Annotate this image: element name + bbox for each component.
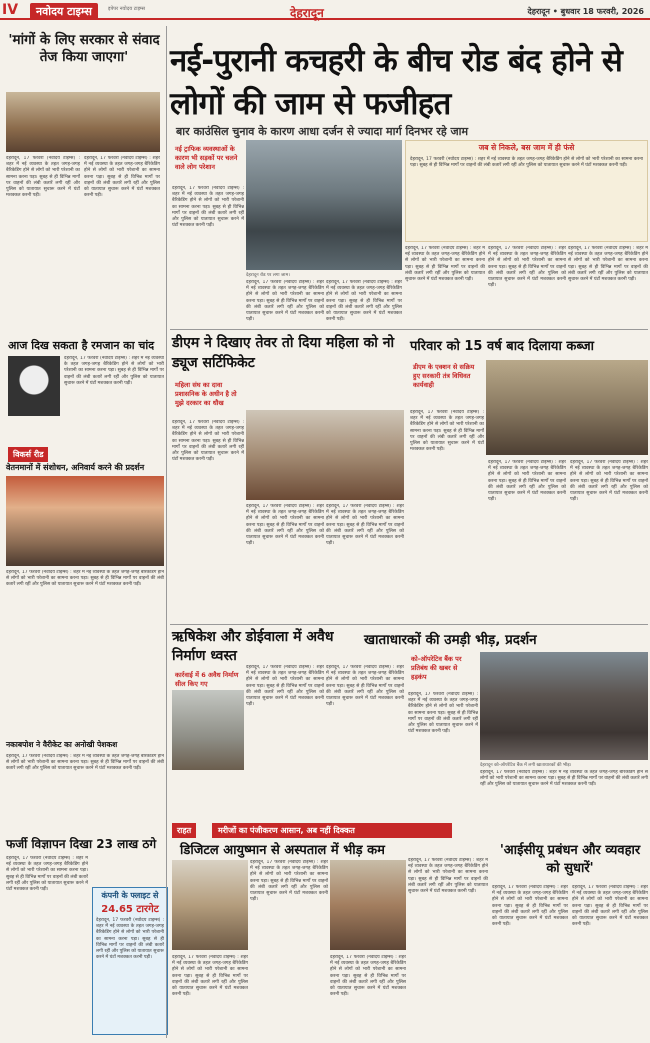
digital-body-2: देहरादून, 17 फरवरी (नवोदय टाइम्स) : शहर में नई व्यवस्था के तहत जगह-जगह बैरिकेडिंग होने से लोगों को भारी परेशानी का सामना करना पड़ा। सुबह से ही विभिन्न मार्गों पर वाहनों की लंबी कतारें लगी रहीं और पुलिस को यातायात सुचारू करने में घंटों मशक्कत करनी पड़ी।: [172, 955, 248, 998]
fraud-headline: फर्जी विज्ञापन दिखा 23 लाख ठगे: [6, 837, 157, 851]
ramzan-body: देहरादून, 17 फरवरी (नवोदय टाइम्स) : शहर में नई व्यवस्था के तहत जगह-जगह बैरिकेडिंग होने से लोगों को भारी परेशानी का सामना करना पड़ा। सुबह से ही विभिन्न मार्गों पर वाहनों की लंबी कतारें लगी रहीं और पुलिस को यातायात सुचारू करने में घंटों मशक्कत करनी पड़ी।: [64, 356, 164, 386]
family-body: देहरादून, 17 फरवरी (नवोदय टाइम्स) : शहर में नई व्यवस्था के तहत जगह-जगह बैरिकेडिंग होने से लोगों को भारी परेशानी का सामना करना पड़ा। सुबह से ही विभिन्न मार्गों पर वाहनों की लंबी कतारें लगी रहीं और पुलिस को यातायात सुचारू करने में घंटों मशक्कत करनी पड़ी।: [410, 410, 484, 453]
family-photo: [486, 360, 648, 455]
left-story-body: देहरादून, 17 फरवरी (नवोदय टाइम्स) : शहर में नई व्यवस्था के तहत जगह-जगह बैरिकेडिंग होने से लोगों को भारी परेशानी का सामना करना पड़ा। सुबह से ही विभिन्न मार्गों पर वाहनों की लंबी कतारें लगी रहीं और पुलिस को यातायात सुचारू करने में घंटों मशक्कत करनी पड़ी।: [6, 156, 80, 199]
digital-body-3: देहरादून, 17 फरवरी (नवोदय टाइम्स) : शहर में नई व्यवस्था के तहत जगह-जगह बैरिकेडिंग होने से लोगों को भारी परेशानी का सामना करना पड़ा। सुबह से ही विभिन्न मार्गों पर वाहनों की लंबी कतारें लगी रहीं और पुलिस को यातायात सुचारू करने में घंटों मशक्कत करनी पड़ी।: [330, 955, 406, 998]
main-story-body-1: देहरादून, 17 फरवरी (नवोदय टाइम्स) : शहर में नई व्यवस्था के तहत जगह-जगह बैरिकेडिंग होने से लोगों को भारी परेशानी का सामना करना पड़ा। सुबह से ही विभिन्न मार्गों पर वाहनों की लंबी कतारें लगी रहीं और पुलिस को यातायात सुचारू करने में घंटों मशक्कत करनी पड़ी।: [246, 280, 324, 323]
icu-headline: 'आईसीयू प्रबंधन और व्यवहार को सुधारें': [499, 843, 641, 876]
family-headline: परिवार को 15 वर्ष बाद दिलाया कब्जा: [410, 339, 595, 354]
demolition-photo: [172, 690, 244, 770]
side-red-headline: नई ट्राफिक व्यवस्थाओं के कारण भी सड़कों पर चलने वाले लोग परेशान: [175, 145, 238, 171]
ad-price: 24.65 टारगेट: [101, 904, 159, 915]
rahat-headline: मरीजों का पंजीकरण आसान, अब नहीं दिक्कत: [212, 823, 452, 838]
hospital-photo: [172, 860, 248, 950]
rahat-tag: राहत: [172, 823, 196, 838]
family-subhead: डीएम के एक्शन से सक्रिय हुए सरकारी तंत्र विधिवत कार्यवाही: [413, 363, 475, 389]
masthead: [0, 0, 650, 20]
traffic-photo-caption: देहरादून रोड पर लगा जाम।: [246, 273, 290, 278]
traffic-jam-photo: [246, 140, 402, 270]
info-box-body: देहरादून, 17 फरवरी (नवोदय टाइम्स) : शहर में नई व्यवस्था के तहत जगह-जगह बैरिकेडिंग होने से लोगों को भारी परेशानी का सामना करना पड़ा। सुबह से ही विभिन्न मार्गों पर वाहनों की लंबी कतारें लगी रहीं और पुलिस को यातायात सुचारू करने में घंटों मशक्कत करनी पड़ी।: [410, 157, 643, 169]
masthead-small-line: इपेपर नवोदय टाइम्स: [108, 6, 146, 12]
newspaper-logo: नवोदय टाइम्स: [30, 3, 98, 20]
page-number: IV: [2, 2, 19, 18]
family-body-2: देहरादून, 17 फरवरी (नवोदय टाइम्स) : शहर में नई व्यवस्था के तहत जगह-जगह बैरिकेडिंग होने से लोगों को भारी परेशानी का सामना करना पड़ा। सुबह से ही विभिन्न मार्गों पर वाहनों की लंबी कतारें लगी रहीं और पुलिस को यातायात सुचारू करने में घंटों मशक्कत करनी पड़ी।: [488, 460, 566, 503]
fraud-body: देहरादून, 17 फरवरी (नवोदय टाइम्स) : शहर में नई व्यवस्था के तहत जगह-जगह बैरिकेडिंग होने से लोगों को भारी परेशानी का सामना करना पड़ा। सुबह से ही विभिन्न मार्गों पर वाहनों की लंबी कतारें लगी रहीं और पुलिस को यातायात सुचारू करने में घंटों मशक्कत करनी पड़ी।: [6, 856, 88, 893]
certificate-photo: [246, 410, 404, 500]
main-story-body-2: देहरादून, 17 फरवरी (नवोदय टाइम्स) : शहर में नई व्यवस्था के तहत जगह-जगह बैरिकेडिंग होने से लोगों को भारी परेशानी का सामना करना पड़ा। सुबह से ही विभिन्न मार्गों पर वाहनों की लंबी कतारें लगी रहीं और पुलिस को यातायात सुचारू करने में घंटों मशक्कत करनी पड़ी।: [326, 280, 402, 323]
doctor-body-2: देहरादून, 17 फरवरी (नवोदय टाइम्स) : शहर में नई व्यवस्था के तहत जगह-जगह बैरिकेडिंग होने से लोगों को भारी परेशानी का सामना करना पड़ा। सुबह से ही विभिन्न मार्गों पर वाहनों की लंबी कतारें लगी रहीं और पुलिस को यातायात सुचारू करने में घंटों मशक्कत करनी पड़ी।: [246, 504, 324, 547]
horizontal-rule-2: [170, 624, 648, 625]
group-photo: [6, 92, 160, 152]
left-story4-headline: नकाबपोश ने वैरीकेट का अनोखी पेशकश: [6, 740, 118, 749]
main-deck: बार काउंसिल चुनाव के कारण आधा दर्जन से ज्यादा मार्ग दिनभर रहे जाम: [176, 125, 469, 138]
icu-body: देहरादून, 17 फरवरी (नवोदय टाइम्स) : शहर में नई व्यवस्था के तहत जगह-जगह बैरिकेडिंग होने से लोगों को भारी परेशानी का सामना करना पड़ा। सुबह से ही विभिन्न मार्गों पर वाहनों की लंबी कतारें लगी रहीं और पुलिस को यातायात सुचारू करने में घंटों मशक्कत करनी पड़ी।: [492, 885, 568, 928]
bank-subhead: को-ऑपरेटिव बैंक पर प्रतिबंध की खबर से हड़कंप: [411, 655, 462, 681]
left-headline: 'मांगों के लिए सरकार से संवाद तेज किया जाएगा': [8, 32, 160, 65]
left-story-body-2: देहरादून, 17 फरवरी (नवोदय टाइम्स) : शहर में नई व्यवस्था के तहत जगह-जगह बैरिकेडिंग होने से लोगों को भारी परेशानी का सामना करना पड़ा। सुबह से ही विभिन्न मार्गों पर वाहनों की लंबी कतारें लगी रहीं और पुलिस को यातायात सुचारू करने में घंटों मशक्कत करनी पड़ी।: [84, 156, 160, 199]
ad-title: कंपनी के फ्लाइट से: [101, 891, 159, 900]
hospital-photo-2: [330, 860, 406, 950]
protest-headline: वेतनमानों में संशोधन, अनिवार्य करने की प्रदर्शन: [6, 463, 145, 472]
rishikesh-body: देहरादून, 17 फरवरी (नवोदय टाइम्स) : शहर में नई व्यवस्था के तहत जगह-जगह बैरिकेडिंग होने से लोगों को भारी परेशानी का सामना करना पड़ा। सुबह से ही विभिन्न मार्गों पर वाहनों की लंबी कतारें लगी रहीं और पुलिस को यातायात सुचारू करने में घंटों मशक्कत करनी पड़ी।: [246, 665, 324, 708]
main-story-body-5: देहरादून, 17 फरवरी (नवोदय टाइम्स) : शहर में नई व्यवस्था के तहत जगह-जगह बैरिकेडिंग होने से लोगों को भारी परेशानी का सामना करना पड़ा। सुबह से ही विभिन्न मार्गों पर वाहनों की लंबी कतारें लगी रहीं और पुलिस को यातायात सुचारू करने में घंटों मशक्कत करनी पड़ी।: [568, 246, 648, 283]
column-divider: [166, 26, 167, 1038]
rishikesh-headline: ऋषिकेश और डोईवाला में अवैध निर्माण ध्वस्त: [172, 629, 334, 664]
bank-crowd-photo: [480, 652, 648, 760]
info-box-title: जब से निकले, बस जाम में ही फंसे: [478, 143, 575, 152]
ad-body: देहरादून, 17 फरवरी (नवोदय टाइम्स) : शहर में नई व्यवस्था के तहत जगह-जगह बैरिकेडिंग होने से लोगों को भारी परेशानी का सामना करना पड़ा। सुबह से ही विभिन्न मार्गों पर वाहनों की लंबी कतारें लगी रहीं और पुलिस को यातायात सुचारू करने में घंटों मशक्कत करनी पड़ी।: [96, 918, 164, 961]
icu-body-2: देहरादून, 17 फरवरी (नवोदय टाइम्स) : शहर में नई व्यवस्था के तहत जगह-जगह बैरिकेडिंग होने से लोगों को भारी परेशानी का सामना करना पड़ा। सुबह से ही विभिन्न मार्गों पर वाहनों की लंबी कतारें लगी रहीं और पुलिस को यातायात सुचारू करने में घंटों मशक्कत करनी पड़ी।: [572, 885, 648, 928]
section-tag: विकर्स रीड: [8, 447, 48, 462]
info-box: [405, 140, 648, 242]
family-body-3: देहरादून, 17 फरवरी (नवोदय टाइम्स) : शहर में नई व्यवस्था के तहत जगह-जगह बैरिकेडिंग होने से लोगों को भारी परेशानी का सामना करना पड़ा। सुबह से ही विभिन्न मार्गों पर वाहनों की लंबी कतारें लगी रहीं और पुलिस को यातायात सुचारू करने में घंटों मशक्कत करनी पड़ी।: [570, 460, 648, 503]
digital-body-4: देहरादून, 17 फरवरी (नवोदय टाइम्स) : शहर में नई व्यवस्था के तहत जगह-जगह बैरिकेडिंग होने से लोगों को भारी परेशानी का सामना करना पड़ा। सुबह से ही विभिन्न मार्गों पर वाहनों की लंबी कतारें लगी रहीं और पुलिस को यातायात सुचारू करने में घंटों मशक्कत करनी पड़ी।: [408, 858, 488, 895]
advertisement-box: [92, 887, 168, 1035]
bank-body: देहरादून, 17 फरवरी (नवोदय टाइम्स) : शहर में नई व्यवस्था के तहत जगह-जगह बैरिकेडिंग होने से लोगों को भारी परेशानी का सामना करना पड़ा। सुबह से ही विभिन्न मार्गों पर वाहनों की लंबी कतारें लगी रहीं और पुलिस को यातायात सुचारू करने में घंटों मशक्कत करनी पड़ी।: [408, 692, 478, 735]
main-story-body-4: देहरादून, 17 फरवरी (नवोदय टाइम्स) : शहर में नई व्यवस्था के तहत जगह-जगह बैरिकेडिंग होने से लोगों को भारी परेशानी का सामना करना पड़ा। सुबह से ही विभिन्न मार्गों पर वाहनों की लंबी कतारें लगी रहीं और पुलिस को यातायात सुचारू करने में घंटों मशक्कत करनी पड़ी।: [488, 246, 566, 289]
main-story-body-3: देहरादून, 17 फरवरी (नवोदय टाइम्स) : शहर में नई व्यवस्था के तहत जगह-जगह बैरिकेडिंग होने से लोगों को भारी परेशानी का सामना करना पड़ा। सुबह से ही विभिन्न मार्गों पर वाहनों की लंबी कतारें लगी रहीं और पुलिस को यातायात सुचारू करने में घंटों मशक्कत करनी पड़ी।: [405, 246, 485, 283]
main-headline: नई-पुरानी कचहरी के बीच रोड बंद होने से लोगों की जाम से फजीहत: [170, 43, 623, 122]
doctor-headline: डीएम ने दिखाए तेवर तो दिया महिला को नो ड्यूज सर्टिफिकेट: [172, 335, 395, 371]
left-story4-body: देहरादून, 17 फरवरी (नवोदय टाइम्स) : शहर में नई व्यवस्था के तहत जगह-जगह बैरिकेडिंग होने से लोगों को भारी परेशानी का सामना करना पड़ा। सुबह से ही विभिन्न मार्गों पर वाहनों की लंबी कतारें लगी रहीं और पुलिस को यातायात सुचारू करने में घंटों मशक्कत करनी पड़ी।: [6, 754, 164, 772]
doctor-body-3: देहरादून, 17 फरवरी (नवोदय टाइम्स) : शहर में नई व्यवस्था के तहत जगह-जगह बैरिकेडिंग होने से लोगों को भारी परेशानी का सामना करना पड़ा। सुबह से ही विभिन्न मार्गों पर वाहनों की लंबी कतारें लगी रहीं और पुलिस को यातायात सुचारू करने में घंटों मशक्कत करनी पड़ी।: [326, 504, 404, 547]
doctor-subhead: महिला संघ का दावा प्रशासनिक के अधीन है तो मुझे दरकार का धौख: [175, 381, 237, 407]
issue-date: देहरादून • बुधवार 18 फरवरी, 2026: [527, 7, 644, 16]
bank-photo-caption: देहरादून को-ऑपरेटिव बैंक में लगी खाताधारकों की भीड़।: [480, 763, 572, 768]
bank-headline: खाताधारकों की उमड़ी भीड़, प्रदर्शन: [364, 632, 537, 648]
ramzan-headline: आज दिख सकता है रमजान का चांद: [8, 339, 155, 352]
protest-photo: [6, 476, 164, 566]
side-column-body: देहरादून, 17 फरवरी (नवोदय टाइम्स) : शहर में नई व्यवस्था के तहत जगह-जगह बैरिकेडिंग होने से लोगों को भारी परेशानी का सामना करना पड़ा। सुबह से ही विभिन्न मार्गों पर वाहनों की लंबी कतारें लगी रहीं और पुलिस को यातायात सुचारू करने में घंटों मशक्कत करनी पड़ी।: [172, 186, 244, 229]
digital-headline: डिजिटल आयुष्मान से अस्पताल में भीड़ कम: [180, 843, 385, 858]
horizontal-rule: [170, 329, 648, 330]
moon-photo: [8, 356, 60, 416]
rishikesh-body-2: देहरादून, 17 फरवरी (नवोदय टाइम्स) : शहर में नई व्यवस्था के तहत जगह-जगह बैरिकेडिंग होने से लोगों को भारी परेशानी का सामना करना पड़ा। सुबह से ही विभिन्न मार्गों पर वाहनों की लंबी कतारें लगी रहीं और पुलिस को यातायात सुचारू करने में घंटों मशक्कत करनी पड़ी।: [326, 665, 404, 708]
bank-body-2: देहरादून, 17 फरवरी (नवोदय टाइम्स) : शहर में नई व्यवस्था के तहत जगह-जगह बैरिकेडिंग होने से लोगों को भारी परेशानी का सामना करना पड़ा। सुबह से ही विभिन्न मार्गों पर वाहनों की लंबी कतारें लगी रहीं और पुलिस को यातायात सुचारू करने में घंटों मशक्कत करनी पड़ी।: [480, 770, 648, 788]
city-label: देहरादून: [290, 6, 324, 20]
rishikesh-subhead: कार्रवाई में 6 अवैध निर्माण सील किए गए: [175, 671, 239, 688]
doctor-body: देहरादून, 17 फरवरी (नवोदय टाइम्स) : शहर में नई व्यवस्था के तहत जगह-जगह बैरिकेडिंग होने से लोगों को भारी परेशानी का सामना करना पड़ा। सुबह से ही विभिन्न मार्गों पर वाहनों की लंबी कतारें लगी रहीं और पुलिस को यातायात सुचारू करने में घंटों मशक्कत करनी पड़ी।: [172, 420, 244, 463]
digital-body: देहरादून, 17 फरवरी (नवोदय टाइम्स) : शहर में नई व्यवस्था के तहत जगह-जगह बैरिकेडिंग होने से लोगों को भारी परेशानी का सामना करना पड़ा। सुबह से ही विभिन्न मार्गों पर वाहनों की लंबी कतारें लगी रहीं और पुलिस को यातायात सुचारू करने में घंटों मशक्कत करनी पड़ी।: [250, 860, 328, 903]
protest-body: देहरादून, 17 फरवरी (नवोदय टाइम्स) : शहर में नई व्यवस्था के तहत जगह-जगह बैरिकेडिंग होने से लोगों को भारी परेशानी का सामना करना पड़ा। सुबह से ही विभिन्न मार्गों पर वाहनों की लंबी कतारें लगी रहीं और पुलिस को यातायात सुचारू करने में घंटों मशक्कत करनी पड़ी।: [6, 570, 164, 588]
